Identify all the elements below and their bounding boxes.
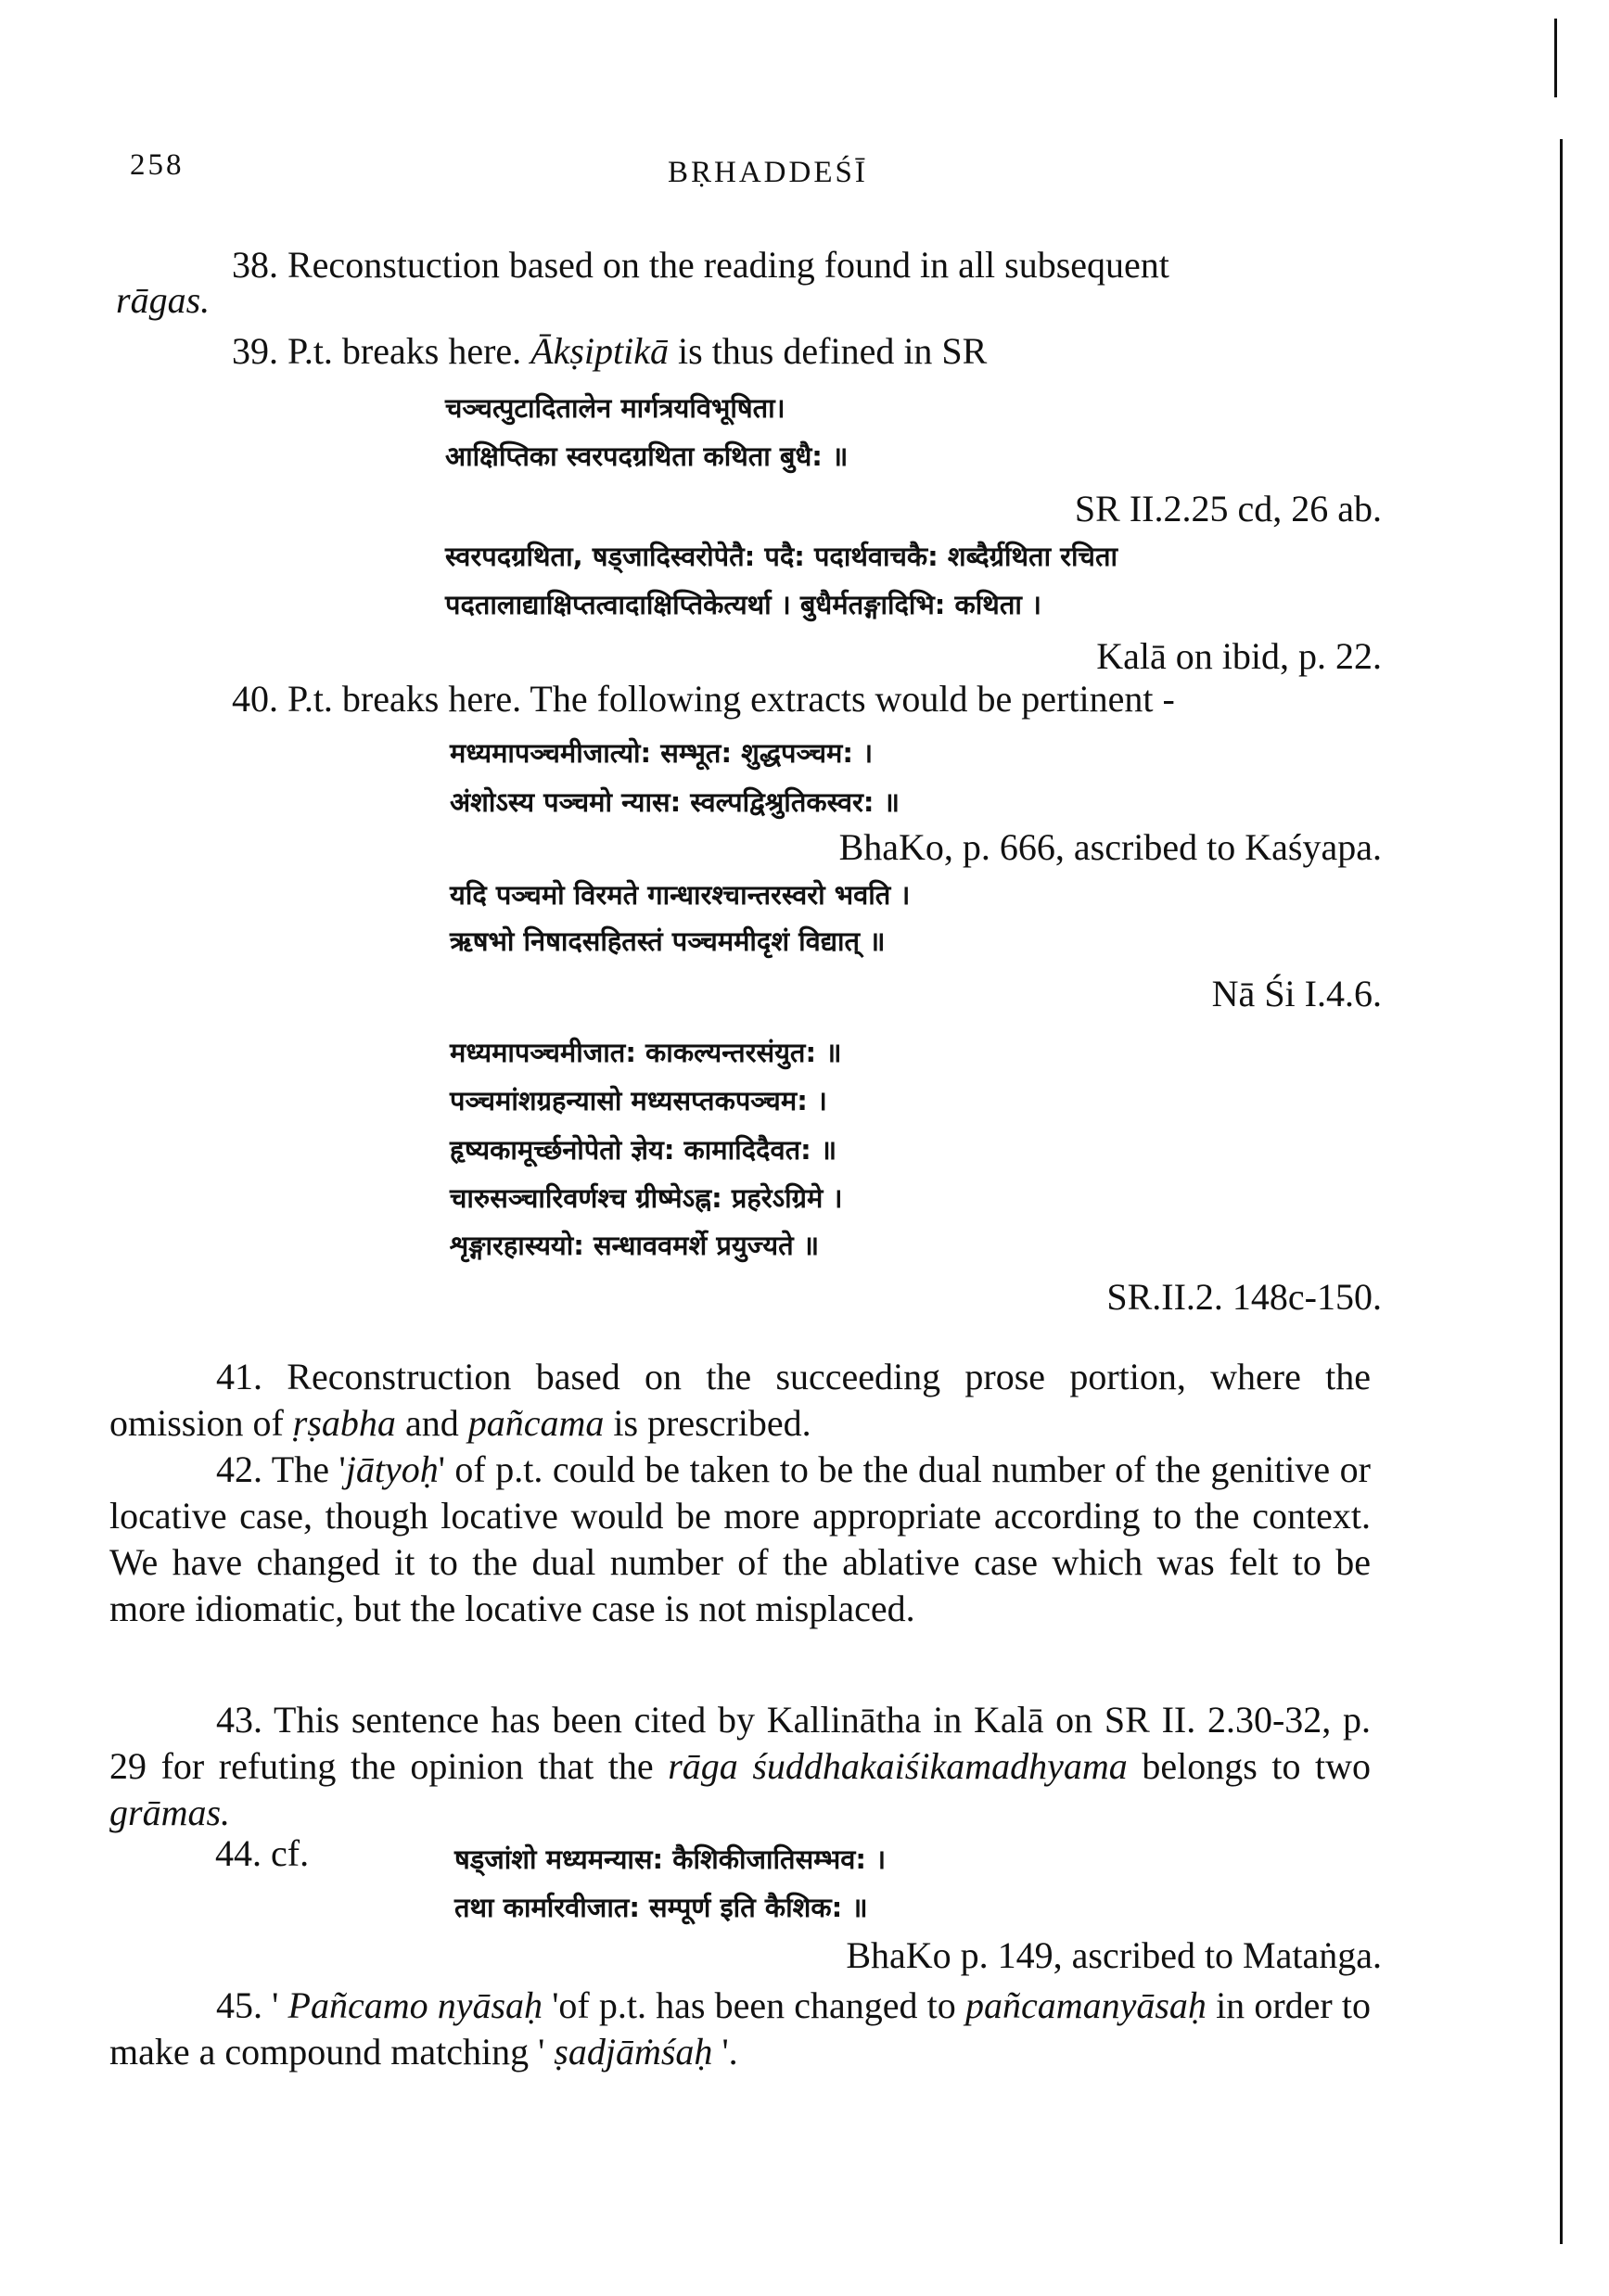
sanskrit-quote: अंशोऽस्य पञ्चमो न्यास: स्वल्पद्विश्रुतिकस्वर: ॥: [450, 786, 900, 818]
sanskrit-quote: हृष्यकामूर्च्छनोपेतो ज्ञेय: कामादिदैवत: ॥: [450, 1134, 837, 1166]
note-38-cont: rāgas.: [116, 279, 211, 321]
citation: SR.II.2. 148c-150.: [1106, 1276, 1382, 1318]
citation: Kalā on ibid, p. 22.: [1096, 635, 1382, 677]
sanskrit-quote: यदि पञ्चमो विरमते गान्धारश्चान्तरस्वरो भवति ।: [450, 879, 911, 911]
sanskrit-quote: तथा कार्मारवीजात: सम्पूर्ण इति कैशिक: ॥: [454, 1892, 868, 1923]
running-title: BṚHADDEŚĪ: [668, 156, 868, 189]
scan-edge-line: [1554, 19, 1557, 97]
note-43: 43. This sentence has been cited by Kallinātha in Kalā on SR II. 2.30-32, p. 29 for refuting the opinion that the rāga śuddhakaiśikamadhyama belongs to two grāmas.: [109, 1699, 1372, 1833]
citation: BhaKo, p. 666, ascribed to Kaśyapa.: [838, 826, 1382, 868]
sanskrit-commentary: पदतालाद्याक्षिप्तत्वादाक्षिप्तिकेत्यर्था । बुधैर्मतङ्गादिभि: कथिता ।: [445, 589, 1041, 620]
sanskrit-quote: षड्जांशो मध्यमन्यास: कैशिकीजातिसम्भव: ।: [454, 1843, 887, 1875]
note-45: 45. ' Pañcamo nyāsaḥ 'of p.t. has been changed to pañcamanyāsaḥ in order to make a compound matching ' ṣadjāṁśaḥ '.: [109, 1984, 1371, 2073]
note-40: 40. P.t. breaks here. The following extracts would be pertinent -: [232, 678, 1175, 720]
note-38: 38. Reconstuction based on the reading found in all subsequent: [232, 244, 1169, 286]
citation: BhaKo p. 149, ascribed to Mataṅga.: [846, 1934, 1382, 1976]
sanskrit-quote: मध्यमापञ्चमीजात्यो: सम्भूत: शुद्धपञ्चम: ।: [450, 737, 874, 769]
citation: SR II.2.25 cd, 26 ab.: [1074, 488, 1382, 529]
note-44: 44. cf.: [215, 1832, 310, 1874]
sanskrit-commentary: स्वरपदग्रथिता, षड्जादिस्वरोपेतै: पदै: पदार्थवाचकै: शब्दैर्ग्रथिता रचिता: [445, 541, 1118, 572]
citation: Nā Śi I.4.6.: [1211, 973, 1382, 1014]
sanskrit-quote: चञ्चत्पुटादितालेन मार्गत्रयविभूषिता।: [445, 392, 785, 424]
sanskrit-quote: पञ्चमांशग्रहन्यासो मध्यसप्तकपञ्चम: ।: [450, 1085, 827, 1116]
page-number: 258: [130, 148, 185, 182]
scan-edge-line: [1560, 139, 1563, 2244]
sanskrit-quote: मध्यमापञ्चमीजात: काकल्यन्तरसंयुत: ॥: [450, 1037, 842, 1068]
note-42: 42. The 'jātyoḥ' of p.t. could be taken to be the dual number of the genitive or locative case, though locative would be more appropriate according to the context. We have changed it to the dual number of the ablative case which was felt to be more idiomatic, but the locative case is not misplaced.: [109, 1448, 1372, 1629]
sanskrit-quote: चारुसञ्चारिवर्णश्च ग्रीष्मेऽह्न: प्रहरेऽग्रिमे ।: [450, 1182, 843, 1214]
note-39: 39. P.t. breaks here. Ākṣiptikā is thus defined in SR: [232, 330, 988, 372]
sanskrit-quote: शृङ्गारहास्ययो: सन्धाववमर्शे प्रयुज्यते ॥: [450, 1230, 820, 1261]
note-41: 41. Reconstruction based on the succeeding prose portion, where the omission of ṛṣabha and pañcama is prescribed.: [109, 1356, 1371, 1444]
sanskrit-quote: ऋषभो निषादसहितस्तं पञ्चममीदृशं विद्यात् ॥: [450, 925, 886, 957]
sanskrit-quote: आक्षिप्तिका स्वरपदग्रथिता कथिता बुधै: ॥: [445, 440, 849, 472]
